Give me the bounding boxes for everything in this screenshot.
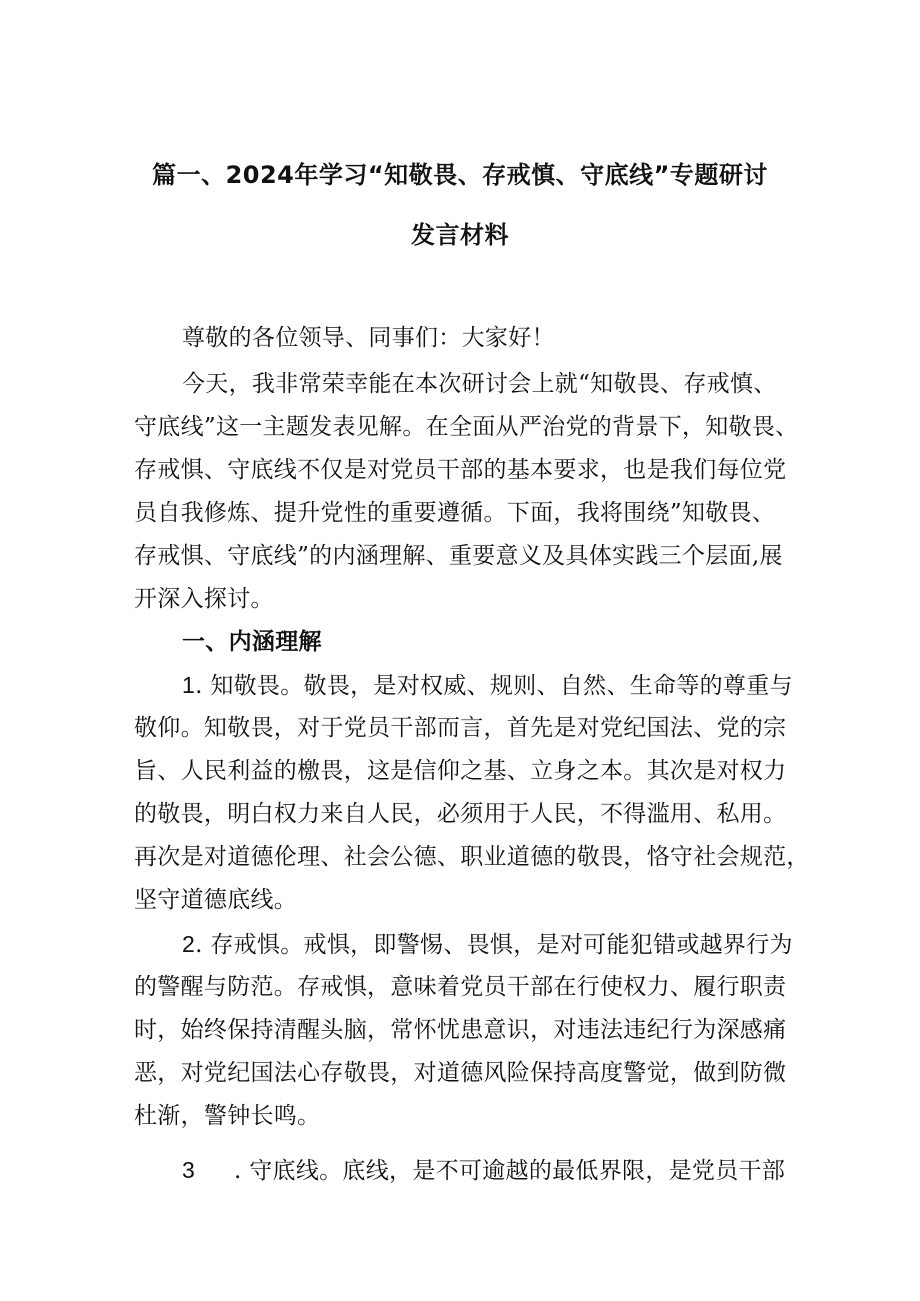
item-1-number: 1 [182,672,196,698]
document-title-line-2: 发言材料 [411,221,509,249]
intro-line: 存戒惧、守底线不仅是对党员干部的基本要求，也是我们每位党 [134,457,787,483]
intro-line: 守底线”这一主题发表见解。在全面从严治党的背景下，知敬畏、 [134,414,799,440]
item-1-line: 敬仰。知敬畏，对于党员干部而言，首先是对党纪国法、党的宗 [134,715,787,741]
item-1-line: 的敬畏，明白权力来自人民，必须用于人民，不得滥用、私用。 [134,801,787,827]
item-3-first-line [182,1155,794,1186]
item-1-line: 再次是对道德伦理、社会公德、职业道德的敬畏，恪守社会规范， [134,844,810,870]
section-heading: 一、内涵理解 [182,629,322,655]
item-2-line: 时，始终保持清醒头脑，常怀忧患意识，对违法违纪行为深感痛 [134,1017,787,1043]
item-2-line: 杜渐，警钟长鸣。 [134,1103,321,1129]
item-3-number: 3 [182,1157,196,1183]
intro-line: 存戒惧、守底线”的内涵理解、重要意义及具体实践三个层面,展 [134,543,783,569]
item-2-text: . 存戒惧。戒惧，即警惕、畏惧，是对可能犯错或越界行为 [195,932,793,958]
intro-line: 今天，我非常荣幸能在本次研讨会上就“知敬畏、存戒慎、 [182,371,777,397]
item-1-first-line [182,670,794,701]
intro-line: 员自我修炼、提升党性的重要遵循。下面，我将围绕”知敬畏、 [134,500,776,526]
item-2-number: 2 [182,931,196,957]
item-2-line: 的警醒与防范。存戒惧，意味着党员干部在行使权力、履行职责 [134,974,787,1000]
item-3-text: . 守底线。底线，是不可逾越的最低界限，是党员干部 [234,1158,786,1184]
item-2-first-line [182,929,794,960]
greeting: 尊敬的各位领导、同事们：大家好！ [182,325,555,351]
item-1-line: 旨、人民利益的檄畏，这是信仰之基、立身之本。其次是对权力 [134,758,787,784]
item-1-text: . 知敬畏。敬畏，是对权威、规则、自然、生命等的尊重与 [195,673,793,699]
document-title-line-1: 篇一、2024年学习“知敬畏、存戒慎、守底线”专题研讨 [152,161,768,189]
item-2-line: 恶，对党纪国法心存敬畏，对道德风险保持高度警觉，做到防微 [134,1060,787,1086]
intro-line: 开深入探讨。 [134,586,274,612]
item-1-line: 坚守道德底线。 [134,887,298,913]
